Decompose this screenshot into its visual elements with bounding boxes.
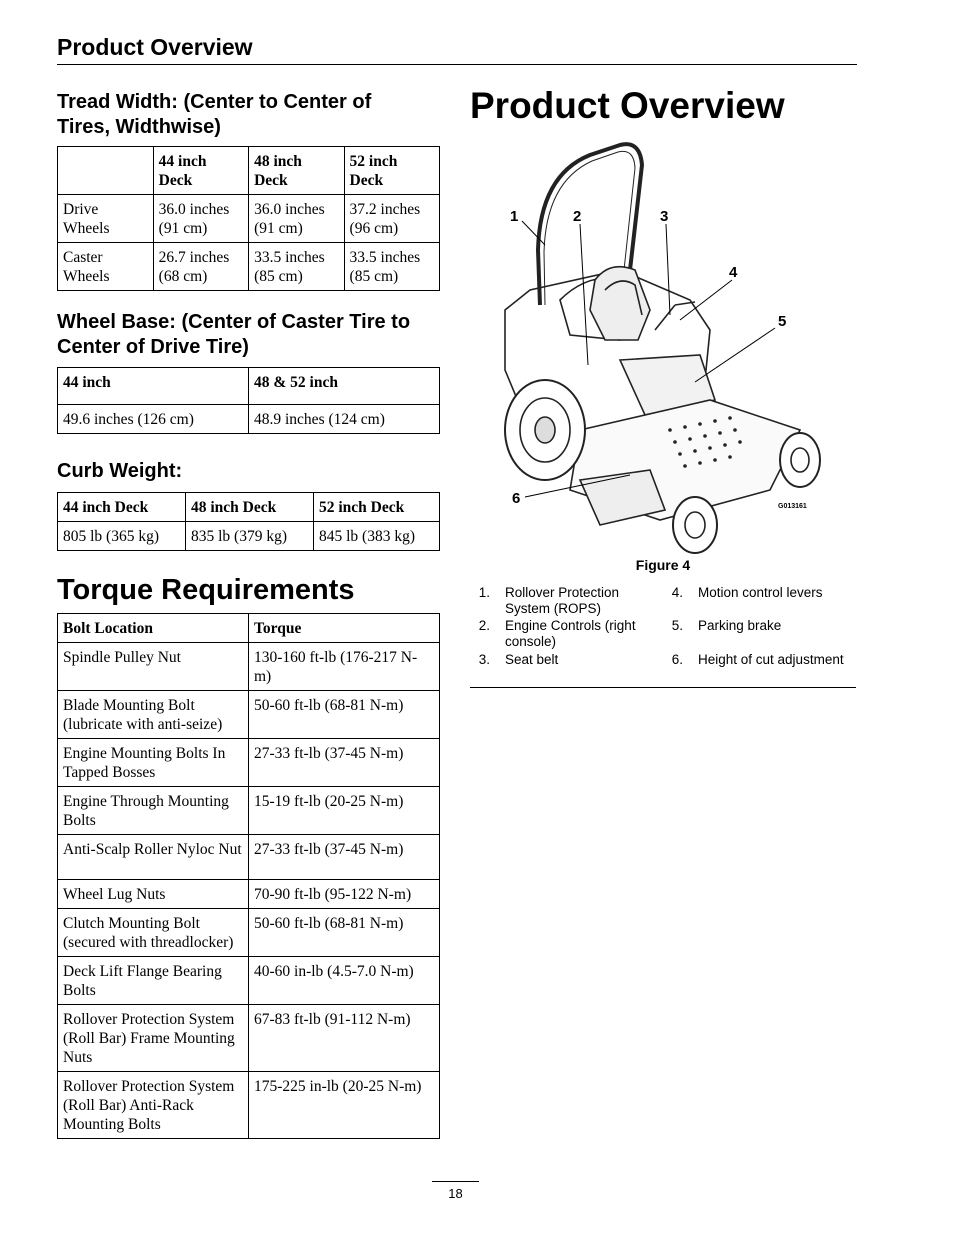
torque-title: Torque Requirements bbox=[57, 574, 355, 606]
tread-width-table bbox=[57, 146, 440, 291]
table-header-row bbox=[58, 368, 440, 405]
callout-2: 2 bbox=[573, 208, 582, 225]
table-cell: 49.6 inches (126 cm) bbox=[58, 405, 249, 434]
table-header-cell: 52 inch Deck bbox=[314, 493, 440, 522]
header-rule bbox=[57, 64, 857, 65]
table-cell: 70-90 ft-lb (95-122 N-m) bbox=[249, 880, 440, 909]
torque-table bbox=[57, 613, 440, 1139]
table-cell: Deck Lift Flange Bearing Bolts bbox=[58, 957, 249, 1005]
curb-weight-table bbox=[57, 492, 440, 551]
figure-caption: Figure 4 bbox=[635, 557, 691, 573]
table-cell: 835 lb (379 kg) bbox=[186, 522, 314, 551]
table-cell: 67-83 ft-lb (91-112 N-m) bbox=[249, 1005, 440, 1072]
table-row bbox=[58, 787, 440, 835]
mower-illustration bbox=[470, 130, 856, 560]
tread-width-title bbox=[57, 90, 371, 140]
table-row bbox=[58, 405, 440, 434]
running-header-title: Product Overview bbox=[57, 34, 253, 60]
legend-text: Height of cut adjustment bbox=[698, 652, 844, 667]
table-cell: 40-60 in-lb (4.5-7.0 N-m) bbox=[249, 957, 440, 1005]
mower-figure bbox=[470, 130, 856, 560]
table-cell: Clutch Mounting Bolt (secured with threadlocker) bbox=[58, 909, 249, 957]
table-header-cell: 44 inch Deck bbox=[153, 147, 248, 195]
table-header-row bbox=[58, 493, 440, 522]
table-row bbox=[58, 957, 440, 1005]
table-cell: Rollover Protection System (Roll Bar) Anti-Rack Mounting Bolts bbox=[58, 1072, 249, 1139]
table-row bbox=[58, 880, 440, 909]
product-overview-title: Product Overview bbox=[470, 85, 785, 126]
callout-6: 6 bbox=[512, 490, 521, 507]
legend-num: 1. bbox=[478, 585, 490, 600]
tread-width-title-line1: Tread Width: (Center to Center of bbox=[57, 91, 372, 113]
callout-1: 1 bbox=[510, 208, 519, 225]
footer-rule bbox=[432, 1181, 479, 1182]
table-cell: 26.7 inches (68 cm) bbox=[153, 243, 248, 291]
table-cell: Blade Mounting Bolt (lubricate with anti-seize) bbox=[58, 691, 249, 739]
table-cell: 175-225 in-lb (20-25 N-m) bbox=[249, 1072, 440, 1139]
callout-5: 5 bbox=[778, 313, 787, 330]
legend-text: Parking brake bbox=[698, 618, 782, 633]
wheel-base-title-line2: Center of Drive Tire) bbox=[57, 336, 249, 358]
table-cell: Engine Mounting Bolts In Tapped Bosses bbox=[58, 739, 249, 787]
table-cell: 130-160 ft-lb (176-217 N-m) bbox=[249, 643, 440, 691]
table-row bbox=[58, 195, 440, 243]
table-row bbox=[58, 1072, 440, 1139]
table-cell: 37.2 inches (96 cm) bbox=[344, 195, 439, 243]
table-header-row bbox=[58, 614, 440, 643]
table-header-row bbox=[58, 147, 440, 195]
callout-3: 3 bbox=[660, 208, 669, 225]
table-cell: 27-33 ft-lb (37-45 N-m) bbox=[249, 835, 440, 880]
table-cell: 805 lb (365 kg) bbox=[58, 522, 186, 551]
wheel-base-title bbox=[57, 310, 410, 360]
table-cell: 36.0 inches (91 cm) bbox=[249, 195, 344, 243]
legend-num: 3. bbox=[478, 652, 490, 667]
page-number: 18 bbox=[448, 1186, 463, 1201]
table-cell: 48.9 inches (124 cm) bbox=[249, 405, 440, 434]
table-header-cell: Bolt Location bbox=[58, 614, 249, 643]
table-cell: Engine Through Mounting Bolts bbox=[58, 787, 249, 835]
table-cell: 27-33 ft-lb (37-45 N-m) bbox=[249, 739, 440, 787]
tread-width-title-line2: Tires, Widthwise) bbox=[57, 116, 221, 138]
legend-rule bbox=[470, 687, 856, 688]
table-cell: Rollover Protection System (Roll Bar) Frame Mounting Nuts bbox=[58, 1005, 249, 1072]
table-header-cell: 48 inch Deck bbox=[186, 493, 314, 522]
table-cell: 36.0 inches (91 cm) bbox=[153, 195, 248, 243]
table-header-cell bbox=[58, 147, 154, 195]
table-row bbox=[58, 243, 440, 291]
table-cell: 50-60 ft-lb (68-81 N-m) bbox=[249, 909, 440, 957]
table-header-cell: 48 inch Deck bbox=[249, 147, 344, 195]
callout-4: 4 bbox=[729, 264, 738, 281]
legend-text: Motion control levers bbox=[698, 585, 823, 600]
table-cell: Wheel Lug Nuts bbox=[58, 880, 249, 909]
legend-text: Engine Controls (right console) bbox=[505, 618, 636, 649]
table-header-cell: 44 inch Deck bbox=[58, 493, 186, 522]
legend-text: Rollover Protection System (ROPS) bbox=[505, 585, 620, 616]
table-cell: Anti-Scalp Roller Nyloc Nut bbox=[58, 835, 249, 880]
wheel-base-table bbox=[57, 367, 440, 434]
table-cell: 50-60 ft-lb (68-81 N-m) bbox=[249, 691, 440, 739]
table-row bbox=[58, 522, 440, 551]
table-header-cell: 52 inch Deck bbox=[344, 147, 439, 195]
curb-weight-title: Curb Weight: bbox=[57, 460, 183, 482]
legend-text: Seat belt bbox=[505, 652, 559, 667]
table-cell: Caster Wheels bbox=[58, 243, 154, 291]
legend-num: 5. bbox=[671, 618, 683, 633]
legend-num: 4. bbox=[671, 585, 683, 600]
table-header-cell: 48 & 52 inch bbox=[249, 368, 440, 405]
table-cell: 15-19 ft-lb (20-25 N-m) bbox=[249, 787, 440, 835]
table-row bbox=[58, 643, 440, 691]
table-header-cell: 44 inch bbox=[58, 368, 249, 405]
table-row bbox=[58, 739, 440, 787]
table-row bbox=[58, 691, 440, 739]
legend-num: 2. bbox=[478, 618, 490, 633]
legend-num: 6. bbox=[671, 652, 683, 667]
table-cell: 845 lb (383 kg) bbox=[314, 522, 440, 551]
table-cell: Spindle Pulley Nut bbox=[58, 643, 249, 691]
table-row bbox=[58, 1005, 440, 1072]
table-cell: 33.5 inches (85 cm) bbox=[344, 243, 439, 291]
table-row bbox=[58, 835, 440, 880]
wheel-base-title-line1: Wheel Base: (Center of Caster Tire to bbox=[57, 311, 411, 333]
table-cell: 33.5 inches (85 cm) bbox=[249, 243, 344, 291]
table-header-cell: Torque bbox=[249, 614, 440, 643]
table-cell: Drive Wheels bbox=[58, 195, 154, 243]
figure-code: G013161 bbox=[778, 503, 807, 510]
table-row bbox=[58, 909, 440, 957]
